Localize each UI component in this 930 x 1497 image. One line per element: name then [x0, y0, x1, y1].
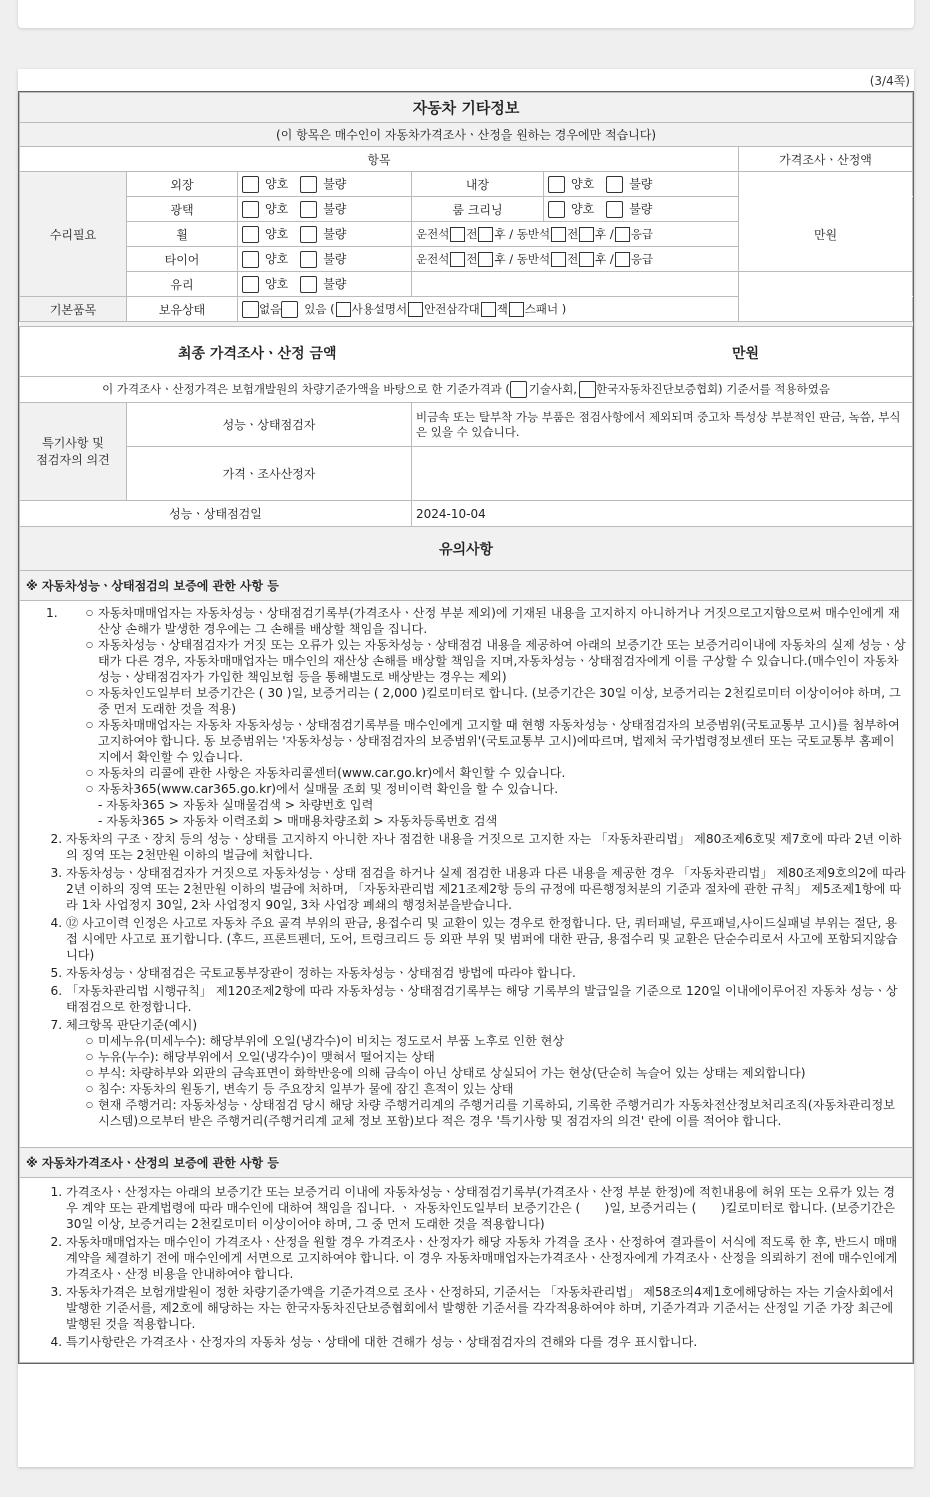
- wheel-driver-front-checkbox[interactable]: [450, 227, 465, 242]
- note-2: 2. 자동차의 구조ㆍ장치 등의 성능ㆍ상태를 고지하지 아니한 자나 점검한 내용을 거짓으로 고지한 자는 「자동차관리법」 제80조제6호및 제7호에 따라 2년 이하의 징역 또는 2천만원 이하의 벌금에 처합니다.: [66, 831, 906, 863]
- inspector-opinion: 비금속 또는 탈부착 가능 부품은 점검사항에서 제외되며 중고차 특성상 부분적인 판금, 녹씀, 부식은 있을 수 있습니다.: [412, 403, 913, 447]
- note-7-4: ○ 침수: 자동차의 원동기, 변속기 등 주요장치 일부가 물에 잠긴 흔적이 있는 상태: [86, 1081, 906, 1097]
- price-unit: 만원: [739, 197, 913, 272]
- section1-body: [20, 601, 913, 1148]
- wheel-good-checkbox[interactable]: [242, 226, 259, 243]
- room-cleaning-bad-checkbox[interactable]: [606, 201, 623, 218]
- inspection-date-value: 2024-10-04: [412, 501, 913, 527]
- note-1-2: ○ 자동차성능ㆍ상태점검자가 거짓 또는 오류가 있는 자동차성능ㆍ상태점검 내용을 제공하여 아래의 보증기간 또는 보증거리이내에 자동차의 실제 성능ㆍ상태가 다른 경우, 자동차매매업자는 매수인의 재산상 손해를 배상할 책임을 지며,자동차성능ㆍ상태점검자에게 이를 구상할 수 있습니다.(매수인이 자동차성능ㆍ상태점검자가 가입한 책임보험 등을 통해별도로 배상받는 경우는 제외): [86, 637, 906, 685]
- final-price-label: 최종 가격조사ㆍ산정 금액: [178, 346, 337, 362]
- section1-head: ※ 자동차성능ㆍ상태점검의 보증에 관한 사항 등: [20, 571, 913, 601]
- jack-checkbox[interactable]: [481, 302, 496, 317]
- exterior-bad-checkbox[interactable]: [300, 176, 317, 193]
- note-7-5: ○ 현재 주행거리: 자동차성능ㆍ상태점검 당시 해당 차량 주행거리계의 주행거리를 기록하되, 기록한 주행거리가 자동차전산정보처리조직(자동차관리정보시스템)으로부터 받은 주행거리(주행거리계 교체 정보 포함)보다 적은 경우 '특기사항 및 점검자의 의견' 란에 이를 적어야 합니다.: [86, 1097, 906, 1129]
- engineer-society-checkbox[interactable]: [510, 381, 527, 398]
- exterior-good-checkbox[interactable]: [242, 176, 259, 193]
- spanner-checkbox[interactable]: [509, 302, 524, 317]
- kada-checkbox[interactable]: [579, 381, 596, 398]
- page-number: (3/4쪽): [869, 74, 910, 88]
- other-info-table: [19, 92, 913, 1363]
- repair-group-label: 수리필요: [20, 172, 127, 297]
- note-1-4: ○ 자동차매매업자는 자동차 자동차성능ㆍ상태점검기록부를 매수인에게 고지할 때 현행 자동차성능ㆍ상태점검자의 보증범위(국토교통부 고시)를 첨부하여 고지하여야 합니다. 동 보증범위는 '자동차성능ㆍ상태점검자의 보증범위'(국토교통부 고시)에따르며, 법제처 국가법령정보센터 또는 국토교통부 홈페이지에서 확인할 수 있습니다.: [86, 717, 906, 765]
- basis-row: 이 가격조사ㆍ산정가격은 보험개발원의 차량기준가액을 바탕으로 한 기준가격과 ( 기술사회, 한국자동차진단보증협회) 기준서를 적용하였음: [20, 377, 913, 403]
- row-label-tire: 타이어: [127, 247, 238, 272]
- final-price-row: [20, 327, 913, 377]
- document-page: [18, 69, 914, 1467]
- tire-bad-checkbox[interactable]: [300, 251, 317, 268]
- section-subtitle: (이 항목은 매수인이 자동차가격조사ㆍ산정을 원하는 경우에만 적습니다): [20, 123, 913, 147]
- tire-spare-checkbox[interactable]: [615, 252, 630, 267]
- note-4: 4. ⑫ 사고이력 인정은 사고로 자동차 주요 골격 부위의 판금, 용접수리 및 교환이 있는 경우로 한정합니다. 단, 쿼터패널, 루프패널,사이드실패널 부위는 절단, 용접 시에만 사고로 표기합니다. (후드, 프론트펜더, 도어, 트렁크리드 등 외판 부위 및 범퍼에 대한 판금, 용접수리 및 교환은 단순수리로서 사고에 포함되지않습니다): [66, 915, 906, 963]
- tire-driver-rear-checkbox[interactable]: [478, 252, 493, 267]
- note-1-5: ○ 자동차의 리콜에 관한 사항은 자동차리콜센터(www.car.go.kr)에서 확인할 수 있습니다.: [86, 765, 906, 781]
- price-cell-6: [739, 297, 913, 322]
- section-title: 자동차 기타정보: [20, 93, 913, 123]
- wheel-driver-rear-checkbox[interactable]: [478, 227, 493, 242]
- tire-options: 양호 불량: [238, 247, 412, 272]
- gloss-options: 양호 불량: [238, 197, 412, 222]
- wheel-spare-checkbox[interactable]: [615, 227, 630, 242]
- inspection-date-label: 성능ㆍ상태점검일: [20, 501, 412, 527]
- notice-title: 유의사항: [20, 527, 913, 571]
- item1-number: 1.: [46, 606, 58, 620]
- basic-group-label: 기본품목: [20, 297, 127, 322]
- note-3: 3. 자동차성능ㆍ상태점검자가 거짓으로 자동차성능ㆍ상태 점검을 하거나 실제 점검한 내용과 다른 내용을 제공한 경우 「자동차관리법」 제80조제9호의2에 따라 2년 이하의 징역 또는 2천만원 이하의 벌금에 처하며, 「자동차관리법 제21조제2항 등의 규정에 따른행정처분의 기준과 절차에 관한 규칙」 제5조제1항에 따라 1차 사업정지 30일, 2차 사업정지 90일, 3차 사업장 폐쇄의 행정처분을받습니다.: [66, 865, 906, 913]
- appraiser-opinion: [412, 447, 913, 501]
- tire-passenger-front-checkbox[interactable]: [551, 252, 566, 267]
- note-1-6: ○ 자동차365(www.car365.go.kr)에서 실매물 조회 및 정비이력 확인을 할 수 있습니다.: [86, 781, 906, 797]
- note-7-3: ○ 부식: 차량하부와 외판의 금속표면이 화학반응에 의해 금속이 아닌 상태로 상실되어 가는 현상(단순히 녹슬어 있는 상태는 제외합니다): [86, 1065, 906, 1081]
- tire-driver-front-checkbox[interactable]: [450, 252, 465, 267]
- wheel-bad-checkbox[interactable]: [300, 226, 317, 243]
- interior-good-checkbox[interactable]: [548, 176, 565, 193]
- price-note-1: 1. 가격조사ㆍ산정자는 아래의 보증기간 또는 보증거리 이내에 자동차성능ㆍ상태점검기록부(가격조사ㆍ산정 부분 한정)에 적힌내용에 허위 또는 오류가 있는 경우 계약 또는 관계법령에 따라 매수인에 대하여 책임을 집니다. ㆍ 자동차인도일부터 보증기간은 ( )일, 보증거리는 ( )킬로미터로 합니다. (보증기간은 30일 이상, 보증거리는 2천킬로미터 이상이어야 하며, 그 중 먼저 도래한 것을 적용합니다): [66, 1184, 906, 1232]
- price-note-3: 3. 자동차가격은 보험개발원이 정한 차량기준가액을 기준가격으로 조사ㆍ산정하되, 기준서는 「자동차관리법」 제58조의4제1호에해당하는 자는 기술사회에서 발행한 기준서를, 제2호에 해당하는 자는 한국자동차진단보증협회에서 발행한 기준서를 각각적용하여야 하며, 기준가격과 기준서는 산정일 기준 가장 최근에 발행된 것을 적용합니다.: [66, 1284, 906, 1332]
- row-label-wheel: 휠: [127, 222, 238, 247]
- room-cleaning-good-checkbox[interactable]: [548, 201, 565, 218]
- gloss-good-checkbox[interactable]: [242, 201, 259, 218]
- glass-empty: [412, 272, 739, 297]
- note-1-3: ○ 자동차인도일부터 보증기간은 ( 30 )일, 보증거리는 ( 2,000 )킬로미터로 합니다. (보증기간은 30일 이상, 보증거리는 2천킬로미터 이상이어야 하며, 그 중 먼저 도래한 것을 적용): [86, 685, 906, 717]
- row-label-holdings: 보유상태: [127, 297, 238, 322]
- note-1-1: ○ 자동차매매업자는 자동차성능ㆍ상태점검기록부(가격조사ㆍ산정 부분 제외)에 기재된 내용을 고지하지 아니하거나 거짓으로고지함으로써 매수인에게 재산상 손해가 발생한 경우에는 그 손해를 배상할 책임을 집니다.: [86, 605, 906, 637]
- triangle-checkbox[interactable]: [408, 302, 423, 317]
- row-label-room-cleaning: 룸 크리닝: [412, 197, 544, 222]
- tire-good-checkbox[interactable]: [242, 251, 259, 268]
- price-note-2: 2. 자동차매매업자는 매수인이 가격조사ㆍ산정을 원할 경우 가격조사ㆍ산정자가 해당 자동차 가격을 조사ㆍ산정하여 결과를이 서식에 적도록 한 후, 반드시 매매계약을 체결하기 전에 매수인에게 서면으로 고지하여야 합니다. 이 경우 자동차매매업자는가격조사ㆍ산정자에게 가격조사ㆍ산정을 의뢰하기 전에 매수인에게 가격조사ㆍ산정 비용을 안내하여야 합니다.: [66, 1234, 906, 1282]
- note-7-2: ○ 누유(누수): 해당부위에서 오일(냉각수)이 맺혀서 떨어지는 상태: [86, 1049, 906, 1065]
- opinion-group-label: 특기사항 및 점검자의 의견: [20, 403, 127, 501]
- tire-position-detail: 운전석 전 후 / 동반석 전 후 / 응급: [412, 247, 739, 272]
- gloss-bad-checkbox[interactable]: [300, 201, 317, 218]
- glass-bad-checkbox[interactable]: [300, 276, 317, 293]
- row-label-glass: 유리: [127, 272, 238, 297]
- row-label-exterior: 외장: [127, 172, 238, 197]
- wheel-passenger-front-checkbox[interactable]: [551, 227, 566, 242]
- inspector-label: 성능ㆍ상태점검자: [127, 403, 412, 447]
- dash-1: - 자동차365 > 자동차 실매물검색 > 차량번호 입력: [98, 798, 374, 812]
- previous-page-card: [18, 0, 914, 28]
- exterior-options: 양호 불량: [238, 172, 412, 197]
- section2-body: [20, 1178, 913, 1363]
- price-note-4: 4. 특기사항란은 가격조사ㆍ산정자의 자동차 성능ㆍ상태에 대한 견해가 성능ㆍ상태점검자의 견해와 다를 경우 표시합니다.: [66, 1334, 906, 1350]
- note-6: 6. 「자동차관리법 시행규칙」 제120조제2항에 따라 자동차성능ㆍ상태점검기록부는 해당 기록부의 발급일을 기준으로 120일 이내에이루어진 자동차 성능ㆍ상태점검으로 한정합니다.: [66, 983, 906, 1015]
- price-cell-1: [739, 172, 913, 197]
- room-cleaning-options: 양호 불량: [544, 197, 739, 222]
- tire-passenger-rear-checkbox[interactable]: [579, 252, 594, 267]
- holdings-options: 없음 있음 ( 사용설명서 안전삼각대 잭 스패너 ): [238, 297, 739, 322]
- appraiser-label: 가격ㆍ조사산정자: [127, 447, 412, 501]
- wheel-passenger-rear-checkbox[interactable]: [579, 227, 594, 242]
- final-price-unit: 만원: [732, 346, 760, 362]
- wheel-position-detail: 운전석 전 후 / 동반석 전 후 / 응급: [412, 222, 739, 247]
- wheel-options: 양호 불량: [238, 222, 412, 247]
- note-5: 5. 자동차성능ㆍ상태점검은 국토교통부장관이 정하는 자동차성능ㆍ상태점검 방법에 따라야 합니다.: [66, 965, 906, 981]
- dash-2: - 자동차365 > 자동차 이력조회 > 매매용차량조회 > 자동차등록번호 검색: [98, 814, 498, 828]
- row-label-interior: 내장: [412, 172, 544, 197]
- glass-options: 양호 불량: [238, 272, 412, 297]
- interior-options: 양호 불량: [544, 172, 739, 197]
- price-header: 가격조사ㆍ산정액: [739, 147, 913, 172]
- holdings-have-checkbox[interactable]: [281, 301, 298, 318]
- holdings-none-checkbox[interactable]: [242, 301, 259, 318]
- price-cell-5: [739, 272, 913, 297]
- row-label-gloss: 광택: [127, 197, 238, 222]
- section2-head: ※ 자동차가격조사ㆍ산정의 보증에 관한 사항 등: [20, 1148, 913, 1178]
- glass-good-checkbox[interactable]: [242, 276, 259, 293]
- interior-bad-checkbox[interactable]: [606, 176, 623, 193]
- items-header: 항목: [20, 147, 739, 172]
- form-frame: [18, 91, 914, 1364]
- note-7: 7. 체크항목 판단기준(예시) ○ 미세누유(미세누수): 해당부위에 오일(냉각수)이 비치는 정도로서 부품 노후로 인한 현상 ○ 누유(누수): 해당부위에서 오일(냉각수)이 맺혀서 떨어지는 상태 ○ 부식: 차량하부와 외판의 금속표면이 화학반응에 의해 금속이 아닌 상태로 상실되어 가는 현상(단순히 녹슬어 있는 상태는 제외합니다) ○ 침수: 자동차의 원동기, 변속기 등 주요장치 일부가 물에 잠긴 흔적이 있는 상태 ○ 현재 주행거리: 자동차성능ㆍ상태점검 당시 해당 차량 주행거리계의 주행거리를 기록하되, 기록한 주행거리가 자동차전산정보처리조직(자동차관리정보시스템)으로부터 받은 주행거리(주행거리계 교체 정보 포함)보다 적은 경우 '특기사항 및 점검자의 의견' 란에 이를 적어야 합니다.: [66, 1017, 906, 1129]
- manual-checkbox[interactable]: [336, 302, 351, 317]
- note-7-1: ○ 미세누유(미세누수): 해당부위에 오일(냉각수)이 비치는 정도로서 부품 노후로 인한 현상: [86, 1033, 906, 1049]
